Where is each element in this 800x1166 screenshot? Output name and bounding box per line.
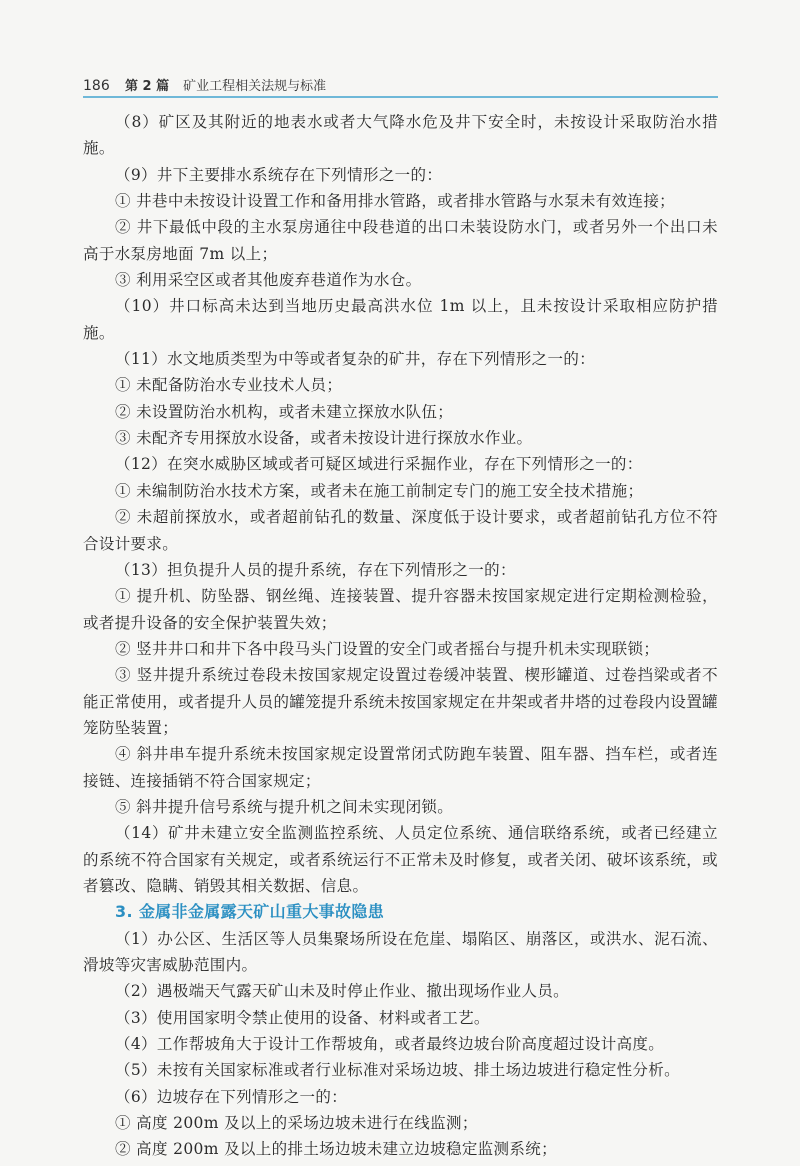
- paragraph-open-pit-6: （6）边坡存在下列情形之一的：: [115, 1087, 348, 1106]
- subitem-11-1: ① 未配备防治水专业技术人员；: [115, 376, 343, 395]
- header-divider: [83, 96, 718, 98]
- paragraph-open-pit-3: （3）使用国家明令禁止使用的设备、材料或者工艺。: [115, 1008, 490, 1027]
- paragraph-item-13: （13）担负提升人员的提升系统，存在下列情形之一的：: [115, 560, 516, 579]
- section-heading: 3. 金属非金属露天矿山重大事故隐患: [115, 902, 385, 922]
- paragraph-item-12: （12）在突水威胁区域或者可疑区域进行采掘作业，存在下列情形之一的：: [115, 455, 643, 474]
- subitem-open-pit-6-2: ② 高度 200m 及以上的排土场边坡未建立边坡稳定监测系统；: [115, 1140, 557, 1159]
- header-title: 矿业工程相关法规与标准: [183, 79, 327, 94]
- subitem-13-5: ⑤ 斜井提升信号系统与提升机之间未实现闭锁。: [115, 797, 454, 816]
- subitem-13-4: ④ 斜井串车提升系统未按国家规定设置常闭式防跑车装置、阻车器、挡车栏，或者连接链、连接插销不符合国家规定；: [83, 745, 718, 790]
- subitem-9-1: ① 井巷中未按设计设置工作和备用排水管路，或者排水管路与水泵未有效连接；: [115, 192, 676, 211]
- paragraph-item-9: （9）井下主要排水系统存在下列情形之一的：: [115, 165, 443, 184]
- paragraph-open-pit-2: （2）遇极端天气露天矿山未及时停止作业、撤出现场作业人员。: [115, 982, 570, 1001]
- paragraph-item-14: （14）矿井未建立安全监测监控系统、人员定位系统、通信联络系统，或者已经建立的系统不符合国家有关规定，或者系统运行不正常未及时修复，或者关闭、破坏该系统，或者篡改、隐瞒、销毁其相关数据、信息。: [83, 824, 718, 895]
- page-number: 186: [83, 78, 110, 94]
- subitem-13-2: ② 竖井井口和井下各中段马头门设置的安全门或者摇台与提升机未实现联锁；: [115, 639, 660, 658]
- paragraph-item-11: （11）水文地质类型为中等或者复杂的矿井，存在下列情形之一的：: [115, 350, 596, 369]
- paragraph-open-pit-1: （1）办公区、生活区等人员集聚场所设在危崖、塌陷区、崩落区，或洪水、泥石流、滑坡等灾害威胁范围内。: [83, 929, 718, 974]
- paragraph-item-10: （10）井口标高未达到当地历史最高洪水位 1m 以上，且未按设计采取相应防护措施。: [83, 297, 718, 342]
- subitem-open-pit-6-1: ① 高度 200m 及以上的采场边坡未进行在线监测；: [115, 1114, 478, 1133]
- body-text: [83, 109, 718, 1163]
- page-header: [83, 72, 718, 94]
- subitem-9-2: ② 井下最低中段的主水泵房通往中段巷道的出口未装设防水门，或者另外一个出口未高于水泵房地面 7m 以上；: [83, 218, 718, 263]
- paragraph-item-8: （8）矿区及其附近的地表水或者大气降水危及井下安全时，未按设计采取防治水措施。: [83, 113, 718, 158]
- subitem-11-2: ② 未设置防治水机构，或者未建立探放水队伍；: [115, 402, 454, 421]
- paragraph-open-pit-5: （5）未按有关国家标准或者行业标准对采场边坡、排土场边坡进行稳定性分析。: [115, 1061, 680, 1080]
- subitem-11-3: ③ 未配齐专用探放水设备，或者未按设计进行探放水作业。: [115, 429, 533, 448]
- paragraph-open-pit-4: （4）工作帮坡角大于设计工作帮坡角，或者最终边坡台阶高度超过设计高度。: [115, 1035, 665, 1054]
- subitem-9-3: ③ 利用采空区或者其他废弃巷道作为水仓。: [115, 271, 422, 290]
- subitem-13-3: ③ 竖井提升系统过卷段未按国家规定设置过卷缓冲装置、楔形罐道、过卷挡梁或者不能正常使用，或者提升人员的罐笼提升系统未按国家规定在井架或者井塔的过卷段内设置罐笼防坠装置；: [83, 666, 718, 737]
- subitem-12-1: ① 未编制防治水技术方案，或者未在施工前制定专门的施工安全技术措施；: [115, 481, 644, 500]
- header-part-label: 第 2 篇: [125, 79, 170, 94]
- subitem-12-2: ② 未超前探放水，或者超前钻孔的数量、深度低于设计要求，或者超前钻孔方位不符合设计要求。: [83, 508, 718, 553]
- subitem-13-1: ① 提升机、防坠器、钢丝绳、连接装置、提升容器未按国家规定进行定期检测检验，或者提升设备的安全保护装置失效；: [83, 587, 718, 632]
